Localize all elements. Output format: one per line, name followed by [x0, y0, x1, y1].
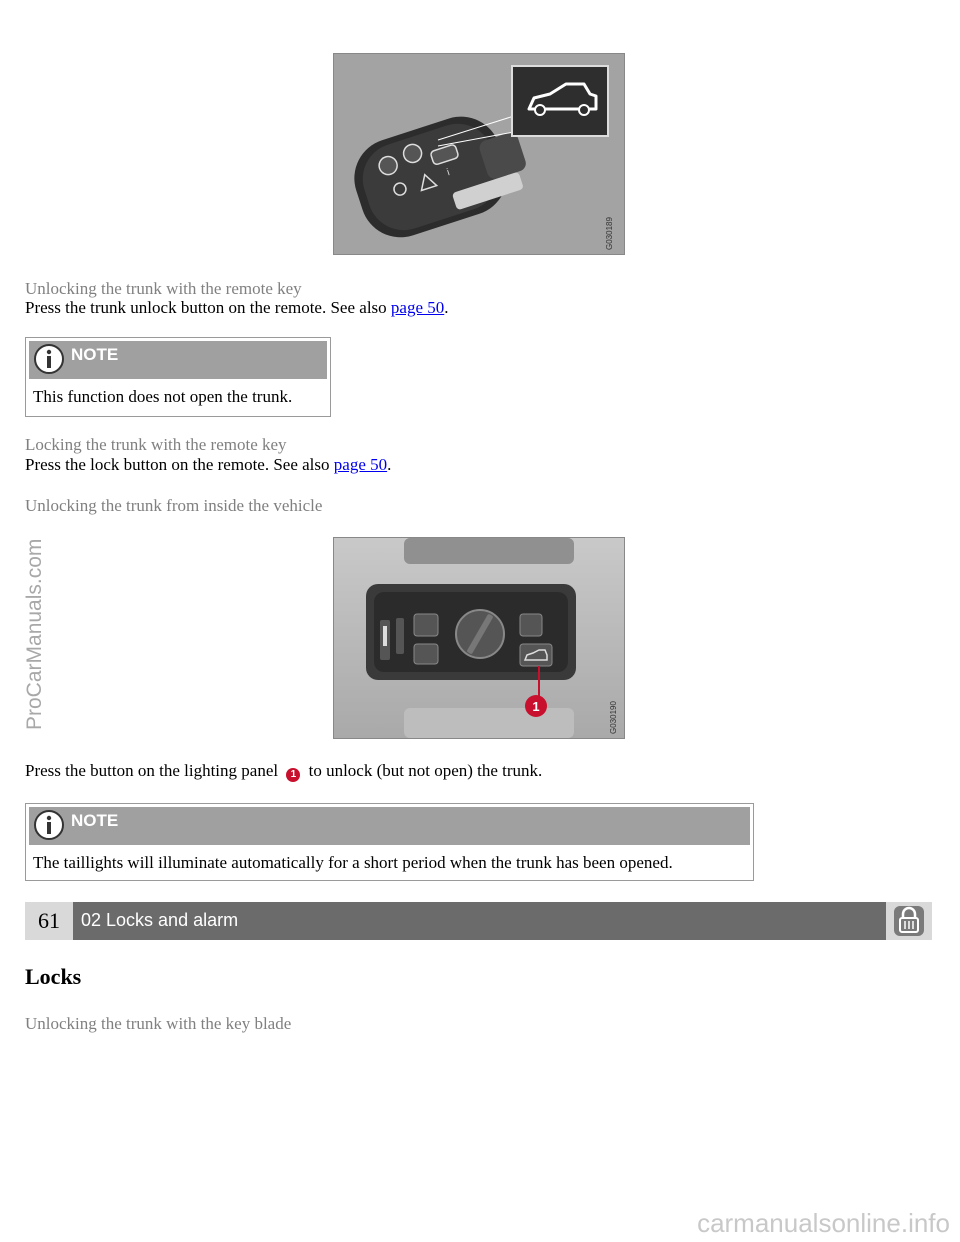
callout-badge: 1: [286, 768, 300, 782]
note-label: NOTE: [71, 811, 119, 830]
info-icon: [33, 343, 65, 375]
bottom-watermark: carmanualsonline.info: [697, 1208, 950, 1238]
section-text-remote-unlock: [25, 298, 449, 318]
section-text-inside-unlock: [25, 761, 542, 782]
paragraph-text: Press the lock button on the remote. See also: [25, 455, 330, 474]
section-heading-key-blade: Unlocking the trunk with the key blade: [25, 1014, 292, 1033]
note-box: [25, 803, 754, 881]
note-header: [29, 341, 327, 379]
paragraph-text: Press the trunk unlock button on the remote. See also: [25, 298, 387, 317]
page-50-link[interactable]: page 50: [333, 455, 388, 474]
padlock-icon: [886, 902, 932, 940]
section-heading-remote-lock: Locking the trunk with the remote key: [25, 435, 287, 454]
remote-key-figure: [333, 53, 625, 255]
paragraph-text: to unlock (but not open) the trunk.: [308, 761, 543, 780]
section-text-remote-lock: [25, 455, 391, 475]
note-label: NOTE: [71, 345, 119, 364]
chapter-icon-box: [886, 902, 932, 940]
info-icon: [33, 809, 65, 841]
page-title: Locks: [25, 964, 82, 989]
section-heading-inside-unlock: Unlocking the trunk from inside the vehicle: [25, 496, 323, 515]
section-heading-remote-unlock: Unlocking the trunk with the remote key: [25, 279, 302, 298]
lighting-panel-figure: [333, 537, 625, 739]
chapter-bar: [25, 902, 932, 940]
lighting-panel-illustration: [334, 538, 624, 738]
chapter-title: 02 Locks and alarm: [81, 910, 239, 930]
paragraph-text: Press the button on the lighting panel: [25, 761, 279, 780]
callout-number: 1: [532, 699, 540, 714]
punctuation: .: [387, 455, 392, 474]
figure-code: G030190: [609, 701, 618, 734]
note-text: This function does not open the trunk.: [33, 387, 293, 406]
punctuation: .: [444, 298, 449, 317]
note-text: The taillights will illuminate automatically for a short period when the trunk has been opened.: [33, 853, 673, 872]
page-number: 61: [25, 902, 73, 940]
note-box: [25, 337, 331, 417]
figure-code: G030189: [605, 217, 614, 250]
remote-key-illustration: [334, 54, 624, 254]
side-watermark: ProCarManuals.com: [23, 538, 46, 730]
note-header: [29, 807, 750, 845]
svg-text:i: i: [445, 167, 452, 179]
page-50-link[interactable]: page 50: [390, 298, 445, 317]
